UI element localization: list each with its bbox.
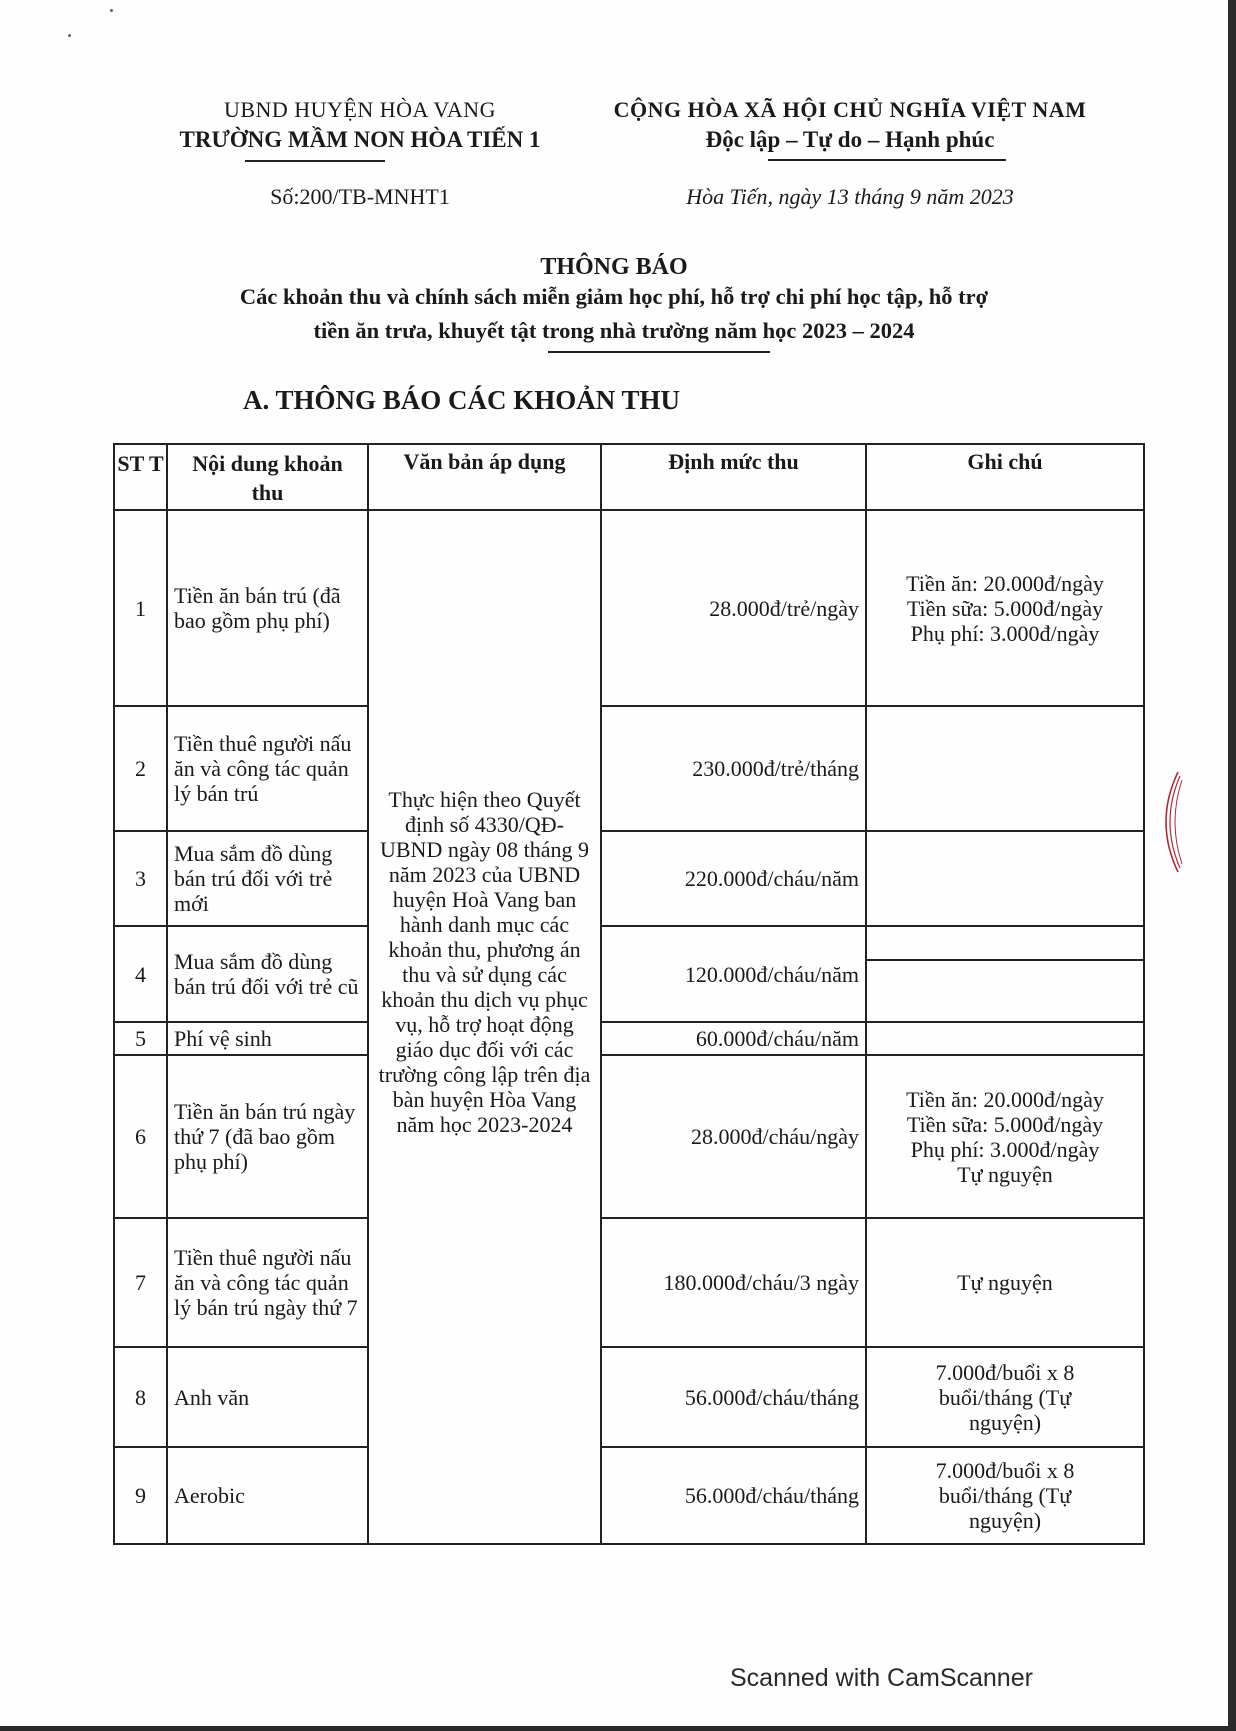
row-note [866, 1055, 1144, 1218]
row-note [866, 706, 1144, 831]
table-row [114, 1055, 1144, 1218]
table-row [114, 1022, 1144, 1055]
row-rate: 56.000đ/cháu/tháng [601, 1347, 866, 1447]
place-and-date: Hòa Tiến, ngày 13 tháng 9 năm 2023 [686, 184, 1014, 209]
row-item: Mua sắm đồ dùng bán trú đối với trẻ mới [167, 831, 368, 926]
national-motto: Độc lập – Tự do – Hạnh phúc [705, 127, 995, 152]
row-item: Tiền ăn bán trú ngày thứ 7 (đã bao gồm phụ phí) [167, 1055, 368, 1218]
row-stt: 2 [114, 706, 167, 831]
legal-basis-cell [368, 510, 601, 1544]
row-item: Tiền thuê người nấu ăn và công tác quản lý bán trú ngày thứ 7 [167, 1218, 368, 1347]
table-row [114, 926, 1144, 1022]
table-row [114, 706, 1144, 831]
header-item: Nội dung khoản thu [167, 444, 368, 510]
red-stamp-fragment [1160, 770, 1194, 874]
row-note: Tự nguyện [866, 1218, 1144, 1347]
note-line: Phụ phí: 3.000đ/ngày [910, 620, 1100, 646]
row-rate: 120.000đ/cháu/năm [601, 926, 866, 1022]
row-rate: 28.000đ/trẻ/ngày [601, 510, 866, 706]
notice-subtitle-line2: tiền ăn trưa, khuyết tật trong nhà trường năm học 2023 – 2024 [313, 318, 915, 343]
note-line: Tiền ăn: 20.000đ/ngày [906, 570, 1104, 596]
row-note: 7.000đ/buổi x 8 buổi/tháng (Tự nguyện) [866, 1447, 1144, 1544]
row-note [866, 831, 1144, 926]
row-note: 7.000đ/buổi x 8 buổi/tháng (Tự nguyện) [866, 1347, 1144, 1447]
section-a-heading: A. THÔNG BÁO CÁC KHOẢN THU [243, 385, 681, 415]
country-name: CỘNG HÒA XÃ HỘI CHỦ NGHĨA VIỆT NAM [613, 97, 1087, 122]
note-line: Tiền ăn: 20.000đ/ngày [906, 1086, 1104, 1112]
header-rate: Định mức thu [601, 444, 866, 510]
row-stt: 9 [114, 1447, 167, 1544]
row-rate: 220.000đ/cháu/năm [601, 831, 866, 926]
stamp-arc-core [1175, 780, 1182, 864]
row-item: Phí vệ sinh [167, 1022, 368, 1055]
motto-underline [768, 159, 1006, 161]
row-note [866, 510, 1144, 706]
note-line: Tự nguyện [957, 1161, 1053, 1187]
note-line: Tiền sữa: 5.000đ/ngày [906, 595, 1104, 621]
header-legal-basis: Văn bản áp dụng [368, 444, 601, 510]
note-line: Phụ phí: 3.000đ/ngày [910, 1136, 1100, 1162]
row-stt: 5 [114, 1022, 167, 1055]
row-rate: 56.000đ/cháu/tháng [601, 1447, 866, 1544]
header-stt: ST T [114, 444, 167, 510]
table-header-row [114, 444, 1144, 510]
legal-basis-text: Thực hiện theo Quyết định số 4330/QĐ-UBND ngày 08 tháng 9 năm 2023 của UBND huyện Hoà Vang ban hành danh mục các khoản thu, phương án thu và sử dụng các khoản thu dịch vụ phục vụ, hỗ trợ hoạt động giáo dục đối với các trường công lập trên địa bàn huyện Hòa Vang năm học 2023-2024 [378, 787, 591, 1137]
row-stt: 8 [114, 1347, 167, 1447]
row-stt: 4 [114, 926, 167, 1022]
row-note [866, 1022, 1144, 1055]
note-split-line [867, 927, 1143, 961]
scan-speck [110, 9, 113, 12]
row-item: Mua sắm đồ dùng bán trú đối với trẻ cũ [167, 926, 368, 1022]
table-row [114, 1218, 1144, 1347]
table-row [114, 510, 1144, 706]
agency-name: UBND HUYỆN HÒA VANG [223, 97, 497, 122]
row-item: Anh văn [167, 1347, 368, 1447]
document-number: Số:200/TB-MNHT1 [270, 184, 450, 209]
school-name: TRƯỜNG MẦM NON HÒA TIẾN 1 [179, 127, 541, 152]
notice-title: THÔNG BÁO [540, 254, 688, 280]
row-rate: 60.000đ/cháu/năm [601, 1022, 866, 1055]
header-note: Ghi chú [866, 444, 1144, 510]
school-underline [245, 160, 385, 162]
scan-speck [68, 34, 71, 37]
row-note [866, 926, 1144, 1022]
row-stt: 7 [114, 1218, 167, 1347]
row-rate: 180.000đ/cháu/3 ngày [601, 1218, 866, 1347]
row-item: Tiền ăn bán trú (đã bao gồm phụ phí) [167, 510, 368, 706]
row-item: Tiền thuê người nấu ăn và công tác quản lý bán trú [167, 706, 368, 831]
table-row [114, 1347, 1144, 1447]
row-item: Aerobic [167, 1447, 368, 1544]
row-stt: 6 [114, 1055, 167, 1218]
notice-subtitle-line1: Các khoản thu và chính sách miễn giảm học phí, hỗ trợ chi phí học tập, hỗ trợ [239, 284, 989, 309]
row-rate: 28.000đ/cháu/ngày [601, 1055, 866, 1218]
fee-table [113, 443, 1145, 1545]
table-row [114, 1447, 1144, 1544]
note-line: Tiền sữa: 5.000đ/ngày [906, 1111, 1104, 1137]
row-rate: 230.000đ/trẻ/tháng [601, 706, 866, 831]
subtitle-underline [548, 351, 770, 353]
table-row [114, 831, 1144, 926]
camscanner-watermark: Scanned with CamScanner [730, 1664, 1033, 1692]
row-stt: 1 [114, 510, 167, 706]
row-stt: 3 [114, 831, 167, 926]
